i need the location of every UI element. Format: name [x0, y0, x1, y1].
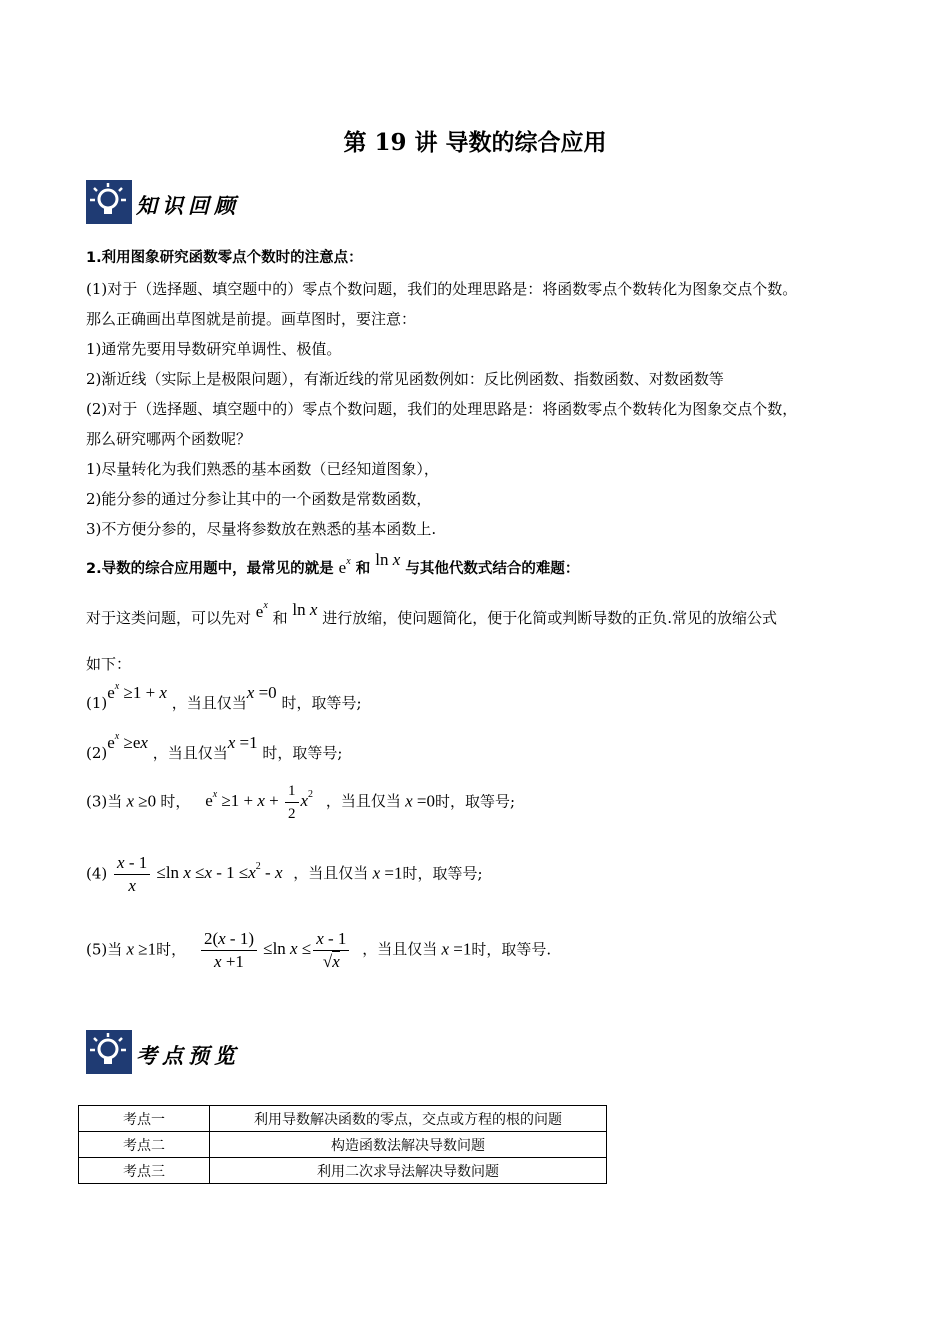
text-line: 1)通常先要用导数研究单调性、极值。 — [86, 340, 342, 358]
formula-3: (3)当 x ≥0 时， $e^x \ge 1 + x$ + $\frac{1}{2}$ $x^2$ ，当且仅当 x =0时，取等号; — [86, 780, 515, 825]
lightbulb-icon — [86, 180, 132, 224]
heading-1: 1.利用图象研究函数零点个数时的注意点： — [86, 250, 363, 266]
math-ln: ln x — [375, 550, 401, 569]
heading-2: 2.导数的综合应用题中，最常见的就是 $e^x$ 和 ln x 与其他代数式结合的难题： — [86, 550, 580, 577]
section-heading-review: 知识回顾 — [136, 194, 240, 218]
table-row — [79, 1132, 607, 1158]
table-row — [79, 1106, 607, 1132]
text-line: (1)对于（选择题、填空题中的）零点个数问题，我们的处理思路是：将函数零点个数转化为图象交点个数。 — [86, 280, 798, 298]
text-line: (2)对于（选择题、填空题中的）零点个数问题，我们的处理思路是：将函数零点个数转化为图象交点个数， — [86, 400, 798, 418]
math-ln: ln x — [292, 600, 318, 619]
exam-points-table — [78, 1105, 607, 1184]
math-exp: $e^x$ — [255, 600, 268, 621]
text-line: 1)尽量转化为我们熟悉的基本函数（已经知道图象）， — [86, 460, 439, 478]
table-cell-desc: 利用二次求导法解决导数问题 — [210, 1158, 607, 1184]
text-line: 那么研究哪两个函数呢？ — [86, 430, 252, 448]
lightbulb-icon — [86, 1030, 132, 1074]
formula-1: $(1)e^x \ge 1 + x$ ，当且仅当x =0 时，取等号; — [86, 681, 362, 712]
table-row — [79, 1158, 607, 1184]
table-cell-label: 考点二 — [79, 1132, 210, 1158]
table-cell-label: 考点三 — [79, 1158, 210, 1184]
text-line: 如下： — [86, 655, 132, 673]
text-line: 3)不方便分参的，尽量将参数放在熟悉的基本函数上. — [86, 520, 437, 538]
table-cell-desc: 利用导数解决函数的零点，交点或方程的根的问题 — [210, 1106, 607, 1132]
section-heading-preview: 考点预览 — [136, 1044, 240, 1068]
table-cell-desc: 构造函数法解决导数问题 — [210, 1132, 607, 1158]
formula-4: (4) $\frac{x - 1}{x}$ ≤ln $x \le x - 1 \le x^2 - x$ ，当且仅当 x =1时，取等号; — [86, 853, 483, 895]
text-line: 对于这类问题，可以先对 $e^x$ 和 ln x 进行放缩，使问题简化，便于化简或判断导数的正负.常见的放缩公式 — [86, 600, 777, 627]
formula-2: $(2)e^x \ge ex$ ，当且仅当x =1 时，取等号; — [86, 731, 343, 762]
text-line: 2)能分参的通过分参让其中的一个函数是常数函数， — [86, 490, 432, 508]
table-cell-label: 考点一 — [79, 1106, 210, 1132]
math-exp: $e^x$ — [338, 556, 351, 577]
text-line: 2)渐近线（实际上是极限问题），有渐近线的常见函数例如：反比例函数、指数函数、对数函数等 — [86, 370, 724, 388]
page-title: 第 19 讲 导数的综合应用 — [343, 129, 607, 156]
text-line: 那么正确画出草图就是前提。画草图时，要注意： — [86, 310, 417, 328]
formula-5: (5)当 x ≥1时， $\frac{2(x - 1)}{x +1}$ ≤ln x ≤ $\frac{x - 1}{√x}$ ，当且仅当 x =1时，取等号. — [86, 929, 552, 971]
